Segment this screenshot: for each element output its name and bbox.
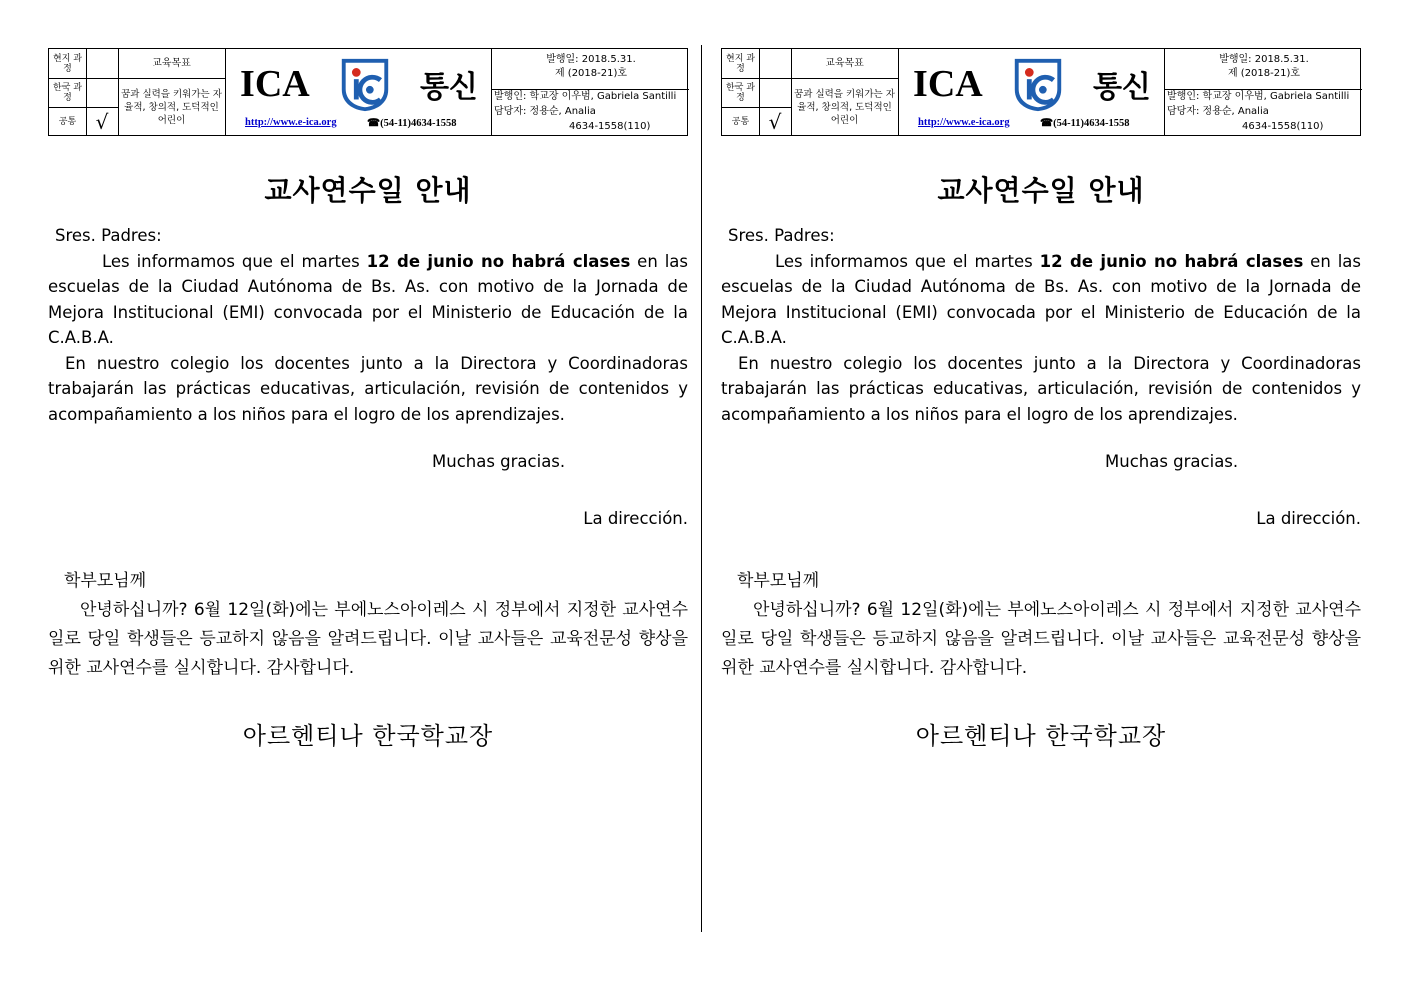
spanish-notice [721, 223, 1361, 427]
extension: 4634-1558(110) [569, 121, 651, 132]
notice-title: 교사연수일 안내 [937, 174, 1145, 207]
signoff: La dirección. [1256, 509, 1361, 528]
body-ko: 안녕하십니까? 6월 12일(화)에는 부에노스아이레스 시 정부에서 지정한 교사연수일로 당일 학생들은 등교하지 않음을 알려드립니다. 이날 교사들은 교육전문성 향상을 위한 교사연수를 실시합니다. 감사합니다. [48, 600, 688, 678]
body-ko: 안녕하십니까? 6월 12일(화)에는 부에노스아이레스 시 정부에서 지정한 교사연수일로 당일 학생들은 등교하지 않음을 알려드립니다. 이날 교사들은 교육전문성 향상을 위한 교사연수를 실시합니다. 감사합니다. [721, 600, 1361, 678]
extension: 4634-1558(110) [1242, 121, 1324, 132]
check-mark-icon: √ [768, 109, 782, 134]
highlight-date: 12 de junio no habrá clases [366, 251, 631, 271]
school-phone: ☎(54-11)4634-1558 [367, 118, 457, 129]
spanish-notice [48, 223, 688, 427]
school-logo-icon [1009, 55, 1067, 113]
brand-suffix: 통신 [419, 70, 478, 105]
salutation-es: Sres. Padres: [55, 226, 162, 245]
paragraph-2: En nuestro colegio los docentes junto a la Directora y Coordinadoras trabajarán las prácticas educativas, articulación, revisión de contenidos y acompañamiento a los niños para el logro de los aprendizajes. [721, 353, 1361, 424]
newsletter-header [48, 48, 688, 136]
signature-ko: 아르헨티나 한국학교장 [915, 722, 1167, 750]
notice-page-right [721, 48, 1361, 751]
school-website-link[interactable]: http://www.e-ica.org [918, 117, 1010, 128]
goal-title: 교육목표 [825, 57, 864, 69]
level-label-korean: 한국 과정 [53, 82, 82, 103]
level-label-local: 현지 과정 [53, 53, 82, 74]
brand-name: ICA [240, 63, 310, 105]
paragraph-1: Les informamos que el martes 12 de junio no habrá clases en las escuelas de la Ciudad Autónoma de Bs. As. con motivo de la Jornada de Mejora Institucional (EMI) convocada por el Ministerio de Educación de la C.A.B.A. [48, 251, 688, 347]
signature-ko: 아르헨티나 한국학교장 [242, 722, 494, 750]
check-mark-icon: √ [95, 109, 109, 134]
page-divider [701, 45, 702, 932]
manager: 담당자: 정용순, Analia [494, 106, 596, 117]
issue-date: 발행일: 2018.5.31. [1219, 54, 1309, 65]
brand-suffix: 통신 [1092, 70, 1151, 105]
goal-text: 꿈과 실력을 키워가는 자율적, 창의적, 도덕적인 어린이 [794, 88, 895, 126]
greeting-ko: 학부모님께 [737, 571, 820, 591]
issue-number: 제 (2018-21)호 [554, 68, 628, 79]
newsletter-header [721, 48, 1361, 136]
goal-text: 꿈과 실력을 키워가는 자율적, 창의적, 도덕적인 어린이 [121, 88, 222, 126]
publisher: 발행인: 학교장 이우범, Gabriela Santilli [1167, 91, 1350, 102]
notice-title: 교사연수일 안내 [264, 174, 472, 207]
issue-date: 발행일: 2018.5.31. [546, 54, 636, 65]
level-label-common: 공통 [731, 116, 750, 127]
publisher: 발행인: 학교장 이우범, Gabriela Santilli [494, 91, 677, 102]
level-label-local: 현지 과정 [726, 53, 755, 74]
school-phone: ☎(54-11)4634-1558 [1040, 118, 1130, 129]
thanks: Muchas gracias. [1105, 452, 1239, 471]
salutation-es: Sres. Padres: [728, 226, 835, 245]
greeting-ko: 학부모님께 [64, 571, 147, 591]
notice-page-left [48, 48, 688, 751]
brand [900, 53, 1164, 115]
highlight-date: 12 de junio no habrá clases [1039, 251, 1304, 271]
brand-name: ICA [913, 63, 983, 105]
manager: 담당자: 정용순, Analia [1167, 106, 1269, 117]
brand [227, 53, 491, 115]
paragraph-1: Les informamos que el martes 12 de junio no habrá clases en las escuelas de la Ciudad Autónoma de Bs. As. con motivo de la Jornada de Mejora Institucional (EMI) convocada por el Ministerio de Educación de la C.A.B.A. [721, 251, 1361, 347]
level-label-common: 공통 [58, 116, 77, 127]
signoff: La dirección. [583, 509, 688, 528]
paragraph-2: En nuestro colegio los docentes junto a la Directora y Coordinadoras trabajarán las prácticas educativas, articulación, revisión de contenidos y acompañamiento a los niños para el logro de los aprendizajes. [48, 353, 688, 424]
goal-title: 교육목표 [152, 57, 191, 69]
thanks: Muchas gracias. [432, 452, 566, 471]
school-logo-icon [336, 55, 394, 113]
level-label-korean: 한국 과정 [726, 82, 755, 103]
school-website-link[interactable]: http://www.e-ica.org [245, 117, 337, 128]
issue-number: 제 (2018-21)호 [1227, 68, 1301, 79]
